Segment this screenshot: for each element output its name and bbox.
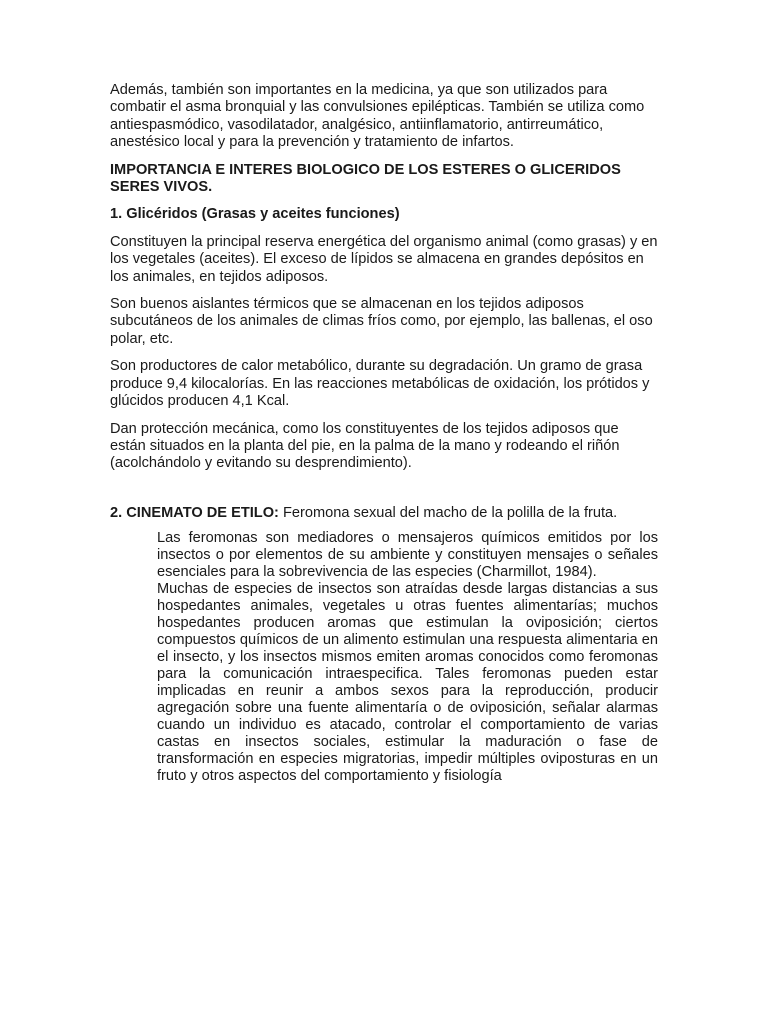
section2-heading-line	[110, 505, 658, 522]
section1-paragraph-protection: Dan protección mecánica, como los constituyentes de los tejidos adiposos que están situados en la planta del pie, en la palma de la mano y rodeando el riñón (acolchándolo y evitando su desprendimiento).	[110, 420, 620, 472]
main-heading: IMPORTANCIA E INTERES BIOLOGICO DE LOS ESTERES O GLICERIDOS SERES VIVOS.	[110, 161, 621, 196]
section2-description: Feromona sexual del macho de la polilla de la fruta.	[278, 504, 618, 521]
section1-paragraph-insulation: Son buenos aislantes térmicos que se almacenan en los tejidos adiposos subcutáneos de los animales de climas fríos como, por ejemplo, las ballenas, el oso polar, etc.	[110, 296, 653, 347]
section1-paragraph-heat: Son productores de calor metabólico, durante su degradación. Un gramo de grasa produce 9,4 kilocalorías. En las reacciones metabólicas de oxidación, los prótidos y glúcidos producen 4,1 Kcal.	[110, 358, 650, 410]
section2-indented-block	[157, 530, 658, 785]
section2-label: 2. CINEMATO DE ETILO:	[110, 504, 279, 521]
section2-paragraph-insects: Muchas de especies de insectos son atraídas desde largas distancias a sus hospedantes animales, vegetales u otras fuentes alimentarías; muchos hospedantes producen aromas que estimulan la oviposición; ciertos compuestos químicos de un alimento estimulan una respuesta alimentaria en el insecto, y los insectos mismos emiten aromas conocidos como feromonas para la comunicación intraespecifica. Tales feromonas pueden estar implicadas en reunir a ambos sexos para la reproducción, producir agregación sobre una fuente alimentaría o de oviposición, señalar alarmas cuando un individuo es atacado, controlar el comportamiento de varias castas en insectos sociales, estimular la maduración o fase de transformación en especies migratorias, impedir múltiples oviposturas en un fruto y otros aspectos del comportamiento y fisiología	[157, 581, 658, 785]
section1-paragraph-reserve: Constituyen la principal reserva energética del organismo animal (como grasas) y en los vegetales (aceites). El exceso de lípidos se almacena en grandes depósitos en los animales, en tejidos adiposos.	[110, 233, 658, 285]
document-page	[110, 82, 658, 785]
intro-paragraph: Además, también son importantes en la medicina, ya que son utilizados para combatir el asma bronquial y las convulsiones epilépticas. También se utiliza como antiespasmódico, vasodilatador, analgésico, antiinflamatorio, antirreumático, anestésico local y para la prevención y tratamiento de infartos.	[110, 82, 645, 151]
section2-paragraph-pheromones: Las feromonas son mediadores o mensajeros químicos emitidos por los insectos o por elementos de su ambiente y constituyen mensajes o señales esenciales para la sobrevivencia de las especies (Charmillot, 1984).	[157, 530, 658, 581]
section1-heading: 1. Glicéridos (Grasas y aceites funciones)	[110, 206, 400, 223]
